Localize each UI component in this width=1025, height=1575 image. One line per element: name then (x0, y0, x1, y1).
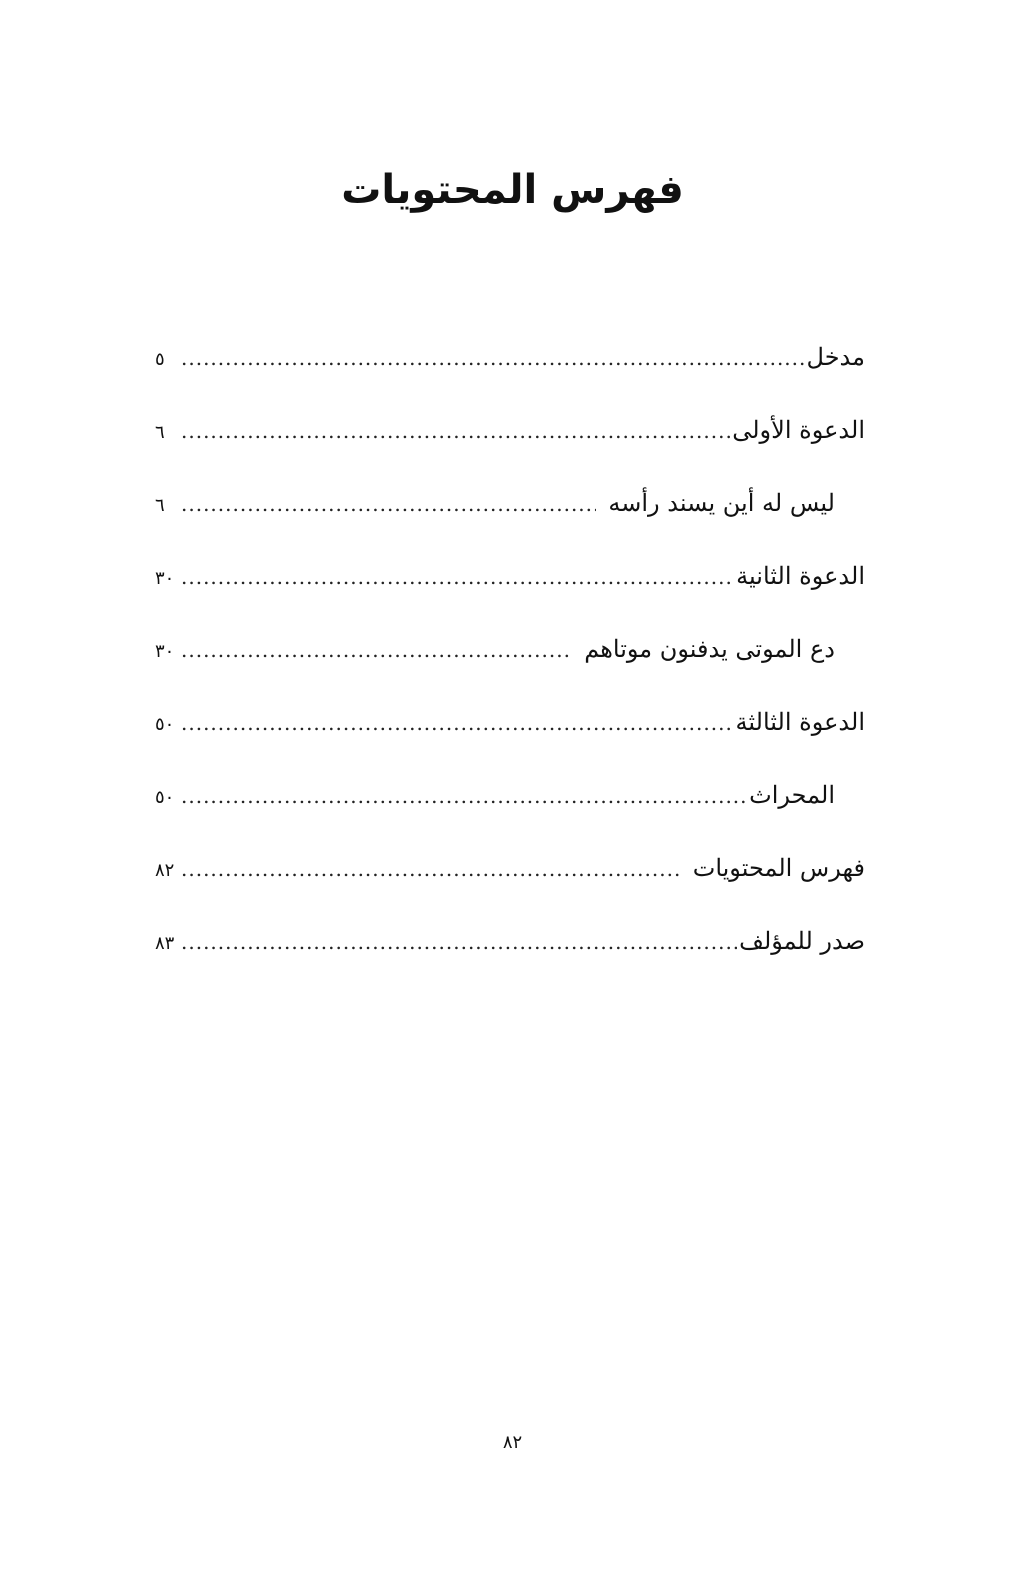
dot-leader (181, 774, 747, 818)
toc-entry[interactable] (155, 335, 865, 408)
toc-entry-label: المحراث (749, 781, 835, 809)
page-title: فهرس المحتويات (341, 167, 684, 213)
toc-entry-page: ٨٣ (155, 933, 175, 954)
toc-entry-page: ٥ (155, 349, 165, 370)
toc-entry-label: الدعوة الثانية (736, 562, 865, 590)
dot-leader (181, 847, 681, 891)
toc-entry-label: صدر للمؤلف (739, 927, 865, 955)
toc-entry-page: ٨٢ (155, 860, 175, 881)
dot-leader (181, 555, 734, 599)
table-of-contents (155, 335, 865, 992)
toc-entry[interactable] (155, 700, 865, 773)
toc-entry[interactable] (155, 846, 865, 919)
dot-leader (181, 628, 572, 672)
toc-entry-page: ٥٠ (155, 714, 175, 735)
dot-leader (181, 920, 737, 964)
toc-entry-label: فهرس المحتويات (692, 854, 865, 882)
toc-entry-label: الدعوة الثالثة (735, 708, 865, 736)
toc-entry-label: الدعوة الأولى (732, 416, 865, 444)
toc-subentry[interactable] (155, 627, 865, 700)
page-number: ٨٢ (502, 1432, 523, 1453)
toc-entry-label: ليس له أين يسند رأسه (608, 489, 835, 517)
toc-subentry[interactable] (155, 773, 865, 846)
toc-subentry[interactable] (155, 481, 865, 554)
toc-entry-page: ٣٠ (155, 568, 175, 589)
dot-leader (181, 701, 734, 745)
toc-entry-label: مدخل (806, 343, 865, 371)
dot-leader (181, 409, 730, 453)
toc-entry[interactable] (155, 408, 865, 481)
toc-entry[interactable] (155, 554, 865, 627)
toc-entry-page: ٥٠ (155, 787, 175, 808)
toc-entry-label: دع الموتى يدفنون موتاهم (584, 635, 835, 663)
toc-entry-page: ٣٠ (155, 641, 175, 662)
toc-entry[interactable] (155, 919, 865, 992)
toc-entry-page: ٦ (155, 422, 165, 443)
dot-leader (181, 336, 805, 380)
toc-entry-page: ٦ (155, 495, 165, 516)
dot-leader (181, 482, 596, 526)
